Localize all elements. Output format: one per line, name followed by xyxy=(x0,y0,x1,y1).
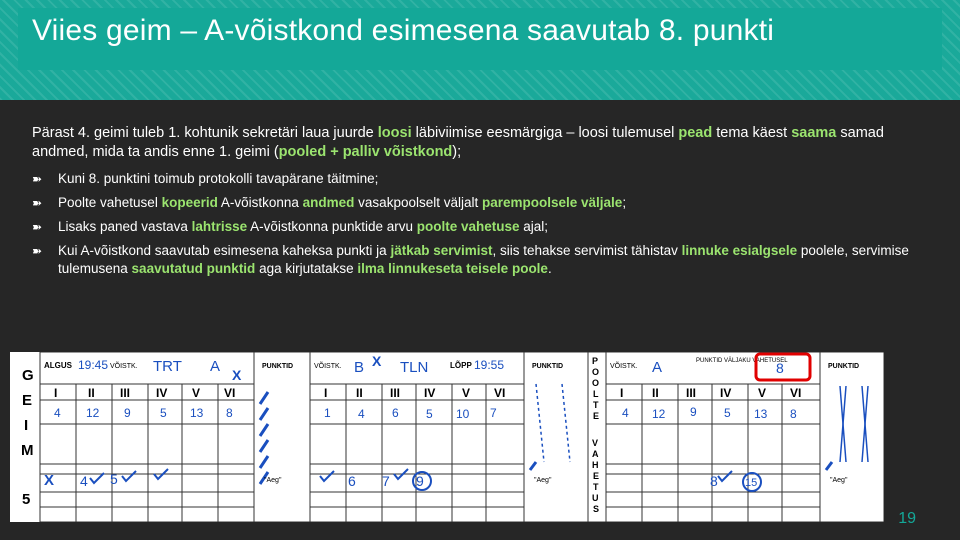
player-number: 9 xyxy=(690,405,697,419)
roman-header: II xyxy=(652,386,659,400)
roman-header: I xyxy=(54,386,58,400)
row-letter: M xyxy=(21,442,34,459)
bullet-text: poolele, servimise tulemusena xyxy=(58,243,909,276)
end-time: 19:55 xyxy=(474,358,505,372)
bullet-text: A-võistkonna xyxy=(217,195,303,210)
player-number: 13 xyxy=(190,406,204,420)
side-letter: L xyxy=(593,389,599,399)
player-number: 5 xyxy=(160,406,167,420)
side-letter: O xyxy=(592,367,600,377)
player-number: 9 xyxy=(124,406,131,420)
bullet-highlight: jätkab servimist xyxy=(390,243,493,258)
bullet-text: Kui A-võistkond saavutab esimesena kaheksa punkti ja xyxy=(58,243,391,258)
change-points: 8 xyxy=(776,360,784,376)
bullet-list xyxy=(32,170,912,278)
crossed-points xyxy=(530,384,570,470)
intro-highlight-4: pooled + palliv võistkond xyxy=(278,144,453,160)
service-mark: X xyxy=(44,472,55,489)
player-number: 10 xyxy=(456,407,470,421)
punktid-label: PUNKTID xyxy=(828,363,860,370)
bullet-arrow-icon: ➽ xyxy=(32,172,43,186)
roman-header: V xyxy=(758,386,767,400)
punktid-label: PUNKTID xyxy=(262,363,294,370)
roman-header: II xyxy=(356,386,363,400)
player-number: 4 xyxy=(358,407,365,421)
algus-label: ALGUS xyxy=(44,361,72,370)
bullet-text: ; xyxy=(622,195,627,210)
bullet-text: A-võistkonna punktide arvu xyxy=(247,219,417,234)
bullet-highlight: kopeerid xyxy=(161,195,218,210)
slide-content xyxy=(32,124,912,284)
row-letter: 5 xyxy=(22,491,31,508)
bullet-text: aga kirjutatakse xyxy=(255,261,358,276)
intro-text-3: tema käest xyxy=(712,125,792,141)
left-team-block xyxy=(40,352,310,522)
bullet-highlight: poolte vahetuse xyxy=(416,219,520,234)
team-letter: A xyxy=(210,358,221,375)
roman-header: IV xyxy=(720,386,732,400)
bullet-arrow-icon: ➽ xyxy=(32,196,43,210)
bullet-arrow-icon: ➽ xyxy=(32,220,43,234)
aeg-label: "Aeg" xyxy=(534,477,552,484)
roman-header: II xyxy=(88,386,95,400)
player-number: 6 xyxy=(392,406,399,420)
row-letter: I xyxy=(24,417,29,434)
start-time: 19:45 xyxy=(78,358,109,372)
team-letter: B xyxy=(354,359,365,376)
bullet-highlight: saavutatud punktid xyxy=(131,261,256,276)
roman-header: III xyxy=(120,386,131,400)
bullet-highlight: linnuke esialgsele xyxy=(681,243,798,258)
row-letters xyxy=(21,352,40,522)
player-number: 8 xyxy=(226,406,233,420)
lopp-label: LÕPP xyxy=(450,361,472,370)
bullet-text: Poolte vahetusel xyxy=(58,195,162,210)
roman-header: V xyxy=(462,386,471,400)
row-letter: G xyxy=(22,367,34,384)
aeg-label: "Aeg" xyxy=(830,477,848,484)
side-letter: V xyxy=(592,438,599,448)
side-letter: T xyxy=(593,482,599,492)
cross-mark: X xyxy=(372,353,382,369)
service-mark: 4 xyxy=(80,473,88,489)
intro-paragraph xyxy=(32,124,912,162)
bullet-highlight: lahtrisse xyxy=(191,219,248,234)
side-letter: A xyxy=(592,449,599,459)
intro-highlight-1: loosi xyxy=(377,125,412,141)
team-label: VÕISTK. xyxy=(610,363,638,370)
player-number: 7 xyxy=(490,406,497,420)
intro-highlight-2: pead xyxy=(678,125,713,141)
row-letter: E xyxy=(22,392,33,409)
service-mark: 15 xyxy=(745,477,758,489)
intro-text-5: ); xyxy=(452,144,462,160)
aeg-label: "Aeg" xyxy=(264,477,282,484)
player-number: 8 xyxy=(790,407,797,421)
roman-header: III xyxy=(390,386,401,400)
crossed-points xyxy=(260,392,268,484)
slide-number: 19 xyxy=(898,510,916,527)
team-name: TLN xyxy=(400,359,429,376)
side-letter: S xyxy=(593,504,600,514)
bullet-item xyxy=(32,218,912,236)
poolte-vahetus-column xyxy=(588,352,606,522)
side-letter: T xyxy=(593,400,599,410)
player-number: 13 xyxy=(754,407,768,421)
player-number: 5 xyxy=(426,407,433,421)
roman-header: VI xyxy=(494,386,506,400)
roman-header: IV xyxy=(424,386,436,400)
intro-text-2: läbiviimise eesmärgiga – loosi tulemusel xyxy=(411,125,679,141)
service-mark: 6 xyxy=(348,473,356,489)
service-mark: 7 xyxy=(382,473,390,489)
bullet-item xyxy=(32,242,912,278)
player-number: 5 xyxy=(724,406,731,420)
bullet-highlight: ilma linnukeseta teisele poole xyxy=(357,261,548,276)
side-letter: E xyxy=(593,411,600,421)
player-number: 4 xyxy=(54,406,61,420)
roman-header: III xyxy=(686,386,697,400)
side-letter: O xyxy=(592,378,600,388)
service-mark: 5 xyxy=(110,471,118,487)
bullet-text: Lisaks paned vastava xyxy=(58,219,192,234)
roman-header: I xyxy=(620,386,624,400)
team-name: TRT xyxy=(153,358,182,375)
cross-mark: X xyxy=(232,367,242,383)
middle-team-block xyxy=(310,352,588,522)
side-letter: H xyxy=(592,460,599,470)
bullet-text: . xyxy=(547,261,552,276)
side-letter: P xyxy=(592,356,599,366)
player-number: 12 xyxy=(652,407,666,421)
punktid-label: PUNKTID xyxy=(532,363,564,370)
side-letter: U xyxy=(592,493,599,503)
roman-header: VI xyxy=(790,386,802,400)
player-number: 4 xyxy=(622,406,629,420)
bullet-text: Kuni 8. punktini toimub protokolli tavapärane täitmine; xyxy=(58,171,379,186)
team-label: VÕISTK. xyxy=(110,363,138,370)
roman-header: I xyxy=(324,386,328,400)
player-number: 12 xyxy=(86,406,100,420)
bullet-text: vasakpoolselt väljalt xyxy=(354,195,482,210)
intro-text-1: Pärast 4. geimi tuleb 1. kohtunik sekretäri laua juurde xyxy=(32,125,378,141)
intro-text-4: samad andmed, mida ta andis enne 1. geimi ( xyxy=(32,125,884,160)
title-bar xyxy=(0,0,960,100)
player-number: 1 xyxy=(324,406,331,420)
roman-header: V xyxy=(192,386,201,400)
roman-header: IV xyxy=(156,386,168,400)
intro-highlight-3: saama xyxy=(791,125,837,141)
crossed-points xyxy=(826,386,868,470)
bullet-arrow-icon: ➽ xyxy=(32,244,43,258)
bullet-text: ajal; xyxy=(519,219,549,234)
service-mark: 9 xyxy=(416,473,424,489)
service-mark: 8 xyxy=(710,473,718,489)
roman-header: VI xyxy=(224,386,236,400)
bullet-highlight: andmed xyxy=(302,195,355,210)
bullet-item xyxy=(32,170,912,188)
bullet-text: , siis tehakse servimist tähistav xyxy=(492,243,682,258)
bullet-item xyxy=(32,194,912,212)
side-letter: E xyxy=(593,471,600,481)
team-letter: A xyxy=(652,359,663,376)
bullet-highlight: parempoolsele väljale xyxy=(482,195,623,210)
slide-title: Viies geim – A-võistkond esimesena saavutab 8. punkti xyxy=(32,14,775,47)
right-team-block xyxy=(606,352,884,522)
change-label: PUNKTID VÄLJAKU VAHETUSEL xyxy=(696,358,788,364)
scoresheet-image xyxy=(10,352,884,522)
team-label: VÕISTK. xyxy=(314,363,342,370)
